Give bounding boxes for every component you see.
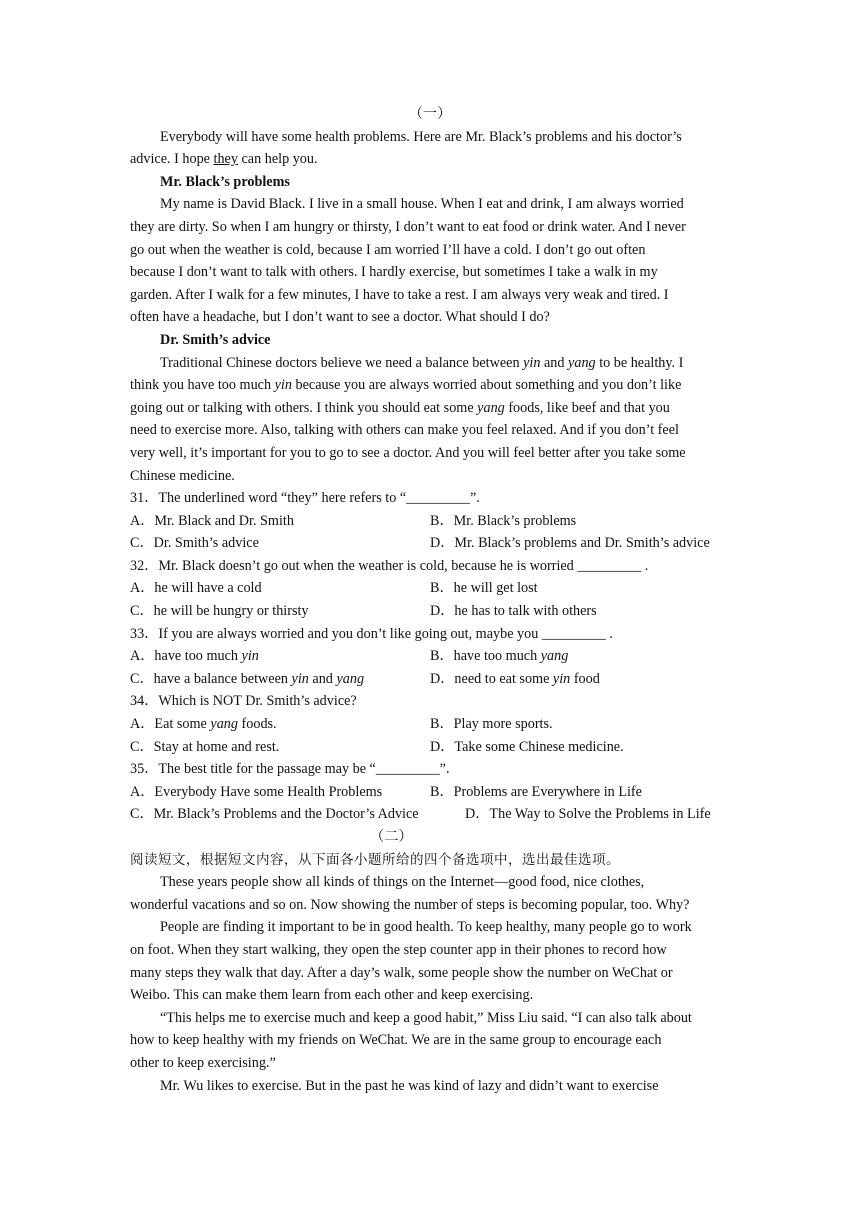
- q32-option-b: B．he will get lost: [430, 580, 538, 597]
- problems-line: My name is David Black. I live in a small house. When I eat and drink, I am always worried: [160, 196, 684, 213]
- advice-heading: Dr. Smith’s advice: [160, 331, 271, 348]
- q31-option-d: D．Mr. Black’s problems and Dr. Smith’s advice: [430, 535, 710, 552]
- question-31-options-row: [130, 532, 730, 555]
- q35-option-b: B．Problems are Everywhere in Life: [430, 783, 642, 800]
- advice-yang: yang: [568, 354, 596, 371]
- advice-line: [130, 352, 730, 375]
- q31-option-c: C．Dr. Smith’s advice: [130, 535, 259, 552]
- q33-d-text: D．need to eat some: [430, 670, 553, 687]
- document-page: [130, 103, 730, 1097]
- q34-option-a: [130, 713, 277, 736]
- passage-line: on foot. When they start walking, they open the step counter app in their phones to record how: [130, 941, 667, 958]
- advice-line: need to exercise more. Also, talking with others can make you feel relaxed. And if you don’t feel: [130, 422, 679, 439]
- q34-option-d: D．Take some Chinese medicine.: [430, 738, 624, 755]
- advice-text: to be healthy. I: [595, 354, 684, 371]
- advice-text: foods, like beef and that you: [504, 399, 670, 416]
- advice-text: Traditional Chinese doctors believe we need a balance between: [160, 354, 524, 371]
- passage-line: “This helps me to exercise much and keep a good habit,” Miss Liu said. “I can also talk about: [160, 1009, 692, 1026]
- q32-option-a: A．he will have a cold: [130, 580, 262, 597]
- question-34-options-row: [130, 713, 730, 736]
- passage-line: People are finding it important to be in good health. To keep healthy, many people go to work: [160, 919, 692, 936]
- q34-option-b: B．Play more sports.: [430, 716, 553, 733]
- problems-line: because I don’t want to talk with others. I hardly exercise, but sometimes I take a walk in my: [130, 264, 658, 281]
- question-32-stem: 32．Mr. Black doesn’t go out when the weather is cold, because he is worried _________ .: [130, 557, 649, 574]
- q33-a-em: yin: [241, 648, 259, 665]
- passage-line: wonderful vacations and so on. Now showing the number of steps is becoming popular, too. Why?: [130, 896, 690, 913]
- q33-d-em: yin: [552, 670, 571, 687]
- advice-line: [130, 374, 730, 397]
- q33-b-em: yang: [540, 648, 569, 665]
- q33-option-c: [130, 668, 364, 691]
- q31-option-a: A．Mr. Black and Dr. Smith: [130, 512, 294, 529]
- q33-c-text: and: [308, 670, 337, 687]
- passage-line: These years people show all kinds of things on the Internet—good food, nice clothes,: [160, 874, 645, 891]
- passage-line: other to keep exercising.”: [130, 1054, 276, 1071]
- intro-text-end: can help you.: [237, 151, 318, 168]
- question-32-options-row: [130, 577, 730, 600]
- q34-a-em: yang: [210, 716, 238, 733]
- advice-line: Chinese medicine.: [130, 467, 235, 484]
- problems-line: go out when the weather is cold, because I am worried I’ll have a cold. I don’t go out often: [130, 241, 646, 258]
- q33-option-d: [430, 668, 600, 691]
- q34-option-c: C．Stay at home and rest.: [130, 738, 280, 755]
- question-35-options-row: [130, 803, 730, 826]
- q33-c-text: C．have a balance between: [130, 670, 292, 687]
- question-33-options-row: [130, 668, 730, 691]
- question-34-stem: 34．Which is NOT Dr. Smith’s advice?: [130, 693, 357, 710]
- question-34-options-row: [130, 736, 730, 759]
- q31-option-b: B．Mr. Black’s problems: [430, 512, 577, 529]
- passage-line: many steps they walk that day. After a day’s walk, some people show the number on WeChat or: [130, 964, 673, 981]
- q33-a-text: A．have too much: [130, 648, 242, 665]
- underlined-word-they: they: [213, 151, 238, 168]
- question-35-options-row: [130, 781, 730, 804]
- q34-a-text: foods.: [237, 716, 277, 733]
- problems-line: garden. After I walk for a few minutes, I have to take a rest. I am always very weak and tired. I: [130, 286, 669, 303]
- intro-line-1: Everybody will have some health problems. Here are Mr. Black’s problems and his doctor’s: [160, 128, 682, 145]
- question-33-stem: 33．If you are always worried and you don’t like going out, maybe you _________ .: [130, 625, 613, 642]
- problems-heading: Mr. Black’s problems: [160, 173, 290, 190]
- q33-c-em: yang: [336, 670, 365, 687]
- q33-c-em: yin: [291, 670, 309, 687]
- passage-line: how to keep healthy with my friends on WeChat. We are in the same group to encourage each: [130, 1032, 662, 1049]
- q33-option-a: [130, 645, 259, 668]
- intro-line-2: [130, 148, 730, 171]
- q32-option-c: C．he will be hungry or thirsty: [130, 603, 309, 620]
- question-35-stem: 35．The best title for the passage may be “_________”.: [130, 761, 450, 778]
- advice-yin: yin: [523, 354, 541, 371]
- passage-line: Mr. Wu likes to exercise. But in the past he was kind of lazy and didn’t want to exercise: [160, 1077, 659, 1094]
- problems-line: they are dirty. So when I am hungry or thirsty, I don’t want to eat food or drink water. And I never: [130, 218, 686, 235]
- passage-line: Weibo. This can make them learn from each other and keep exercising.: [130, 987, 534, 1004]
- question-32-options-row: [130, 600, 730, 623]
- section-2-instruction: 阅读短文，根据短文内容，从下面各小题所给的四个备选项中，选出最佳选项。: [130, 851, 620, 868]
- question-31-stem: 31．The underlined word “they” here refers to “_________”.: [130, 490, 480, 507]
- q32-option-d: D．he has to talk with others: [430, 603, 597, 620]
- advice-text: think you have too much: [130, 377, 275, 394]
- q35-option-a: A．Everybody Have some Health Problems: [130, 783, 383, 800]
- advice-text: going out or talking with others. I think you should eat some: [130, 399, 478, 416]
- question-33-options-row: [130, 645, 730, 668]
- question-31-options-row: [130, 510, 730, 533]
- intro-text: advice. I hope: [130, 151, 214, 168]
- advice-line: [130, 397, 730, 420]
- advice-yin: yin: [274, 377, 292, 394]
- q35-option-c: C．Mr. Black’s Problems and the Doctor’s Advice: [130, 806, 419, 823]
- q33-d-text: food: [570, 670, 600, 687]
- q35-option-d: D．The Way to Solve the Problems in Life: [465, 806, 711, 823]
- advice-text: and: [540, 354, 569, 371]
- section-1-heading: （一）: [408, 106, 452, 122]
- q33-b-text: B．have too much: [430, 648, 541, 665]
- problems-line: often have a headache, but I don’t want to see a doctor. What should I do?: [130, 309, 550, 326]
- section-2-heading: （二）: [370, 829, 413, 845]
- q34-a-text: A．Eat some: [130, 716, 211, 733]
- advice-line: very well, it’s important for you to go to see a doctor. And you will feel better after you take some: [130, 444, 686, 461]
- advice-yang: yang: [477, 399, 505, 416]
- q33-option-b: [430, 645, 568, 668]
- advice-text: because you are always worried about something and you don’t like: [291, 377, 682, 394]
